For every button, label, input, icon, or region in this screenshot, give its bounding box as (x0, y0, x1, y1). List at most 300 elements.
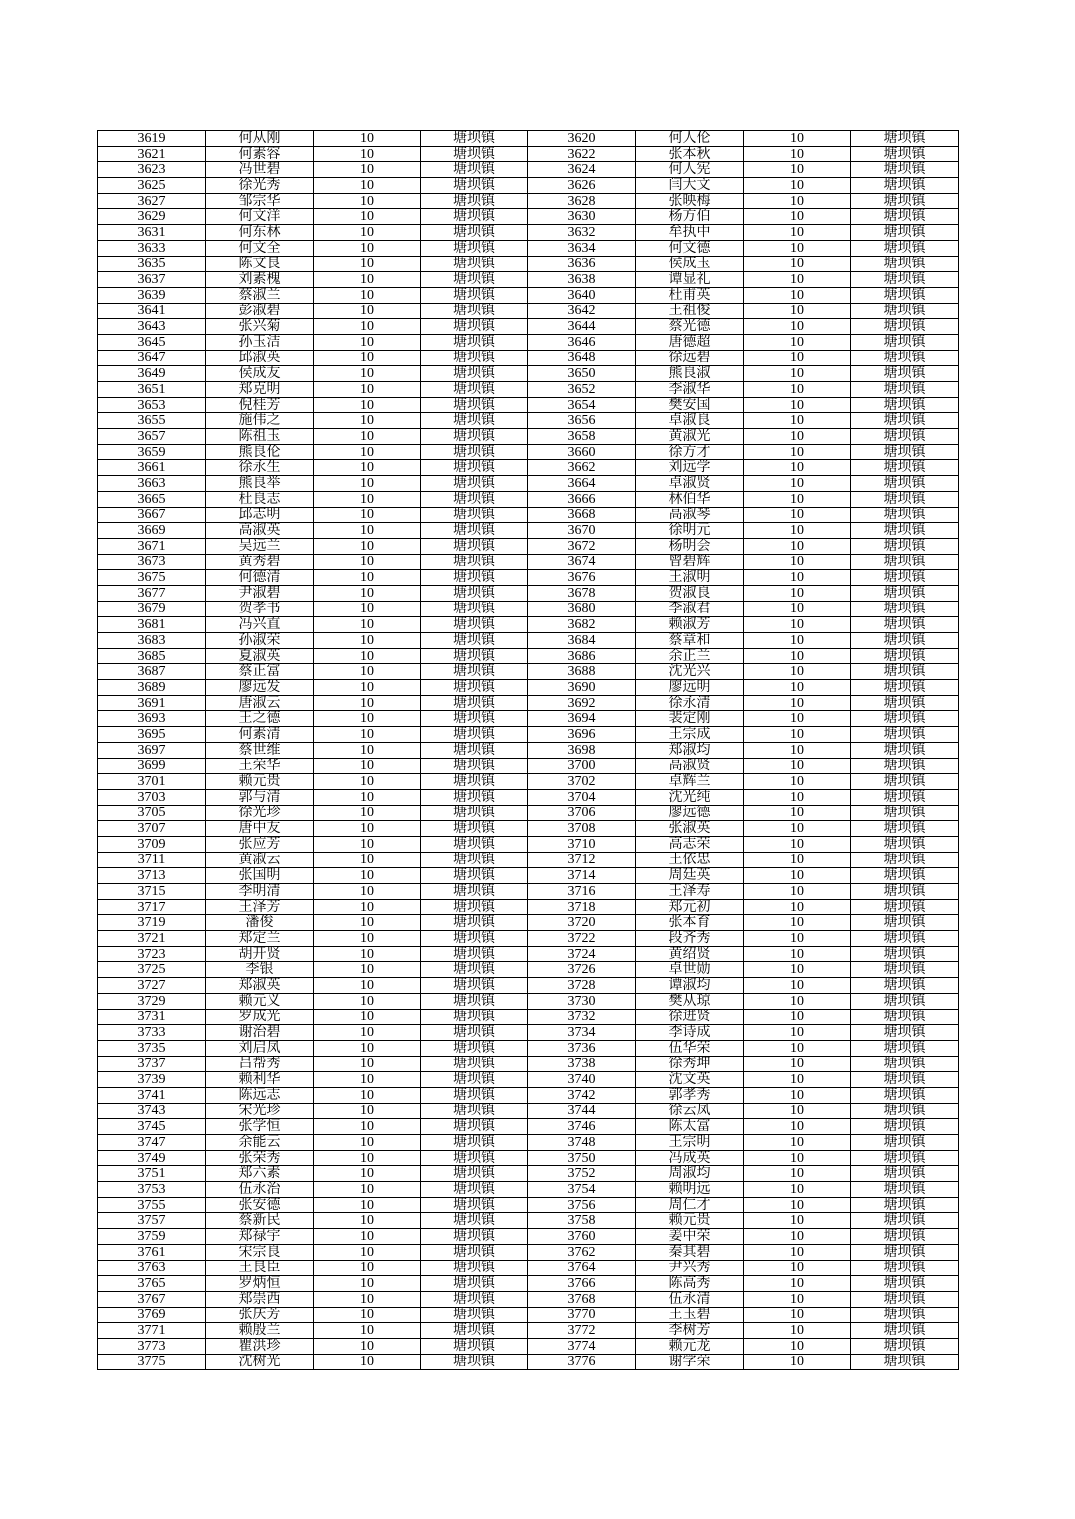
township-cell: 塘坝镇 (851, 1307, 959, 1323)
table-row (98, 1197, 959, 1213)
township-cell: 塘坝镇 (421, 1197, 528, 1213)
township-cell: 塘坝镇 (851, 319, 959, 335)
table-row (98, 319, 959, 335)
record-number-cell: 3650 (528, 366, 636, 382)
person-name-cell: 沈文英 (636, 1072, 744, 1088)
record-number-cell: 3695 (98, 727, 206, 743)
amount-cell: 10 (744, 1354, 851, 1370)
table-row (98, 1338, 959, 1354)
record-number-cell: 3755 (98, 1197, 206, 1213)
record-number-cell: 3643 (98, 319, 206, 335)
table-row (98, 915, 959, 931)
person-name-cell: 余能云 (206, 1135, 314, 1151)
table-row (98, 1087, 959, 1103)
record-number-cell: 3675 (98, 570, 206, 586)
person-name-cell: 何人伦 (636, 131, 744, 147)
amount-cell: 10 (744, 1119, 851, 1135)
record-number-cell: 3681 (98, 617, 206, 633)
person-name-cell: 王依忠 (636, 852, 744, 868)
person-name-cell: 谢学荣 (636, 1354, 744, 1370)
township-cell: 塘坝镇 (851, 131, 959, 147)
person-name-cell: 杨明会 (636, 538, 744, 554)
amount-cell: 10 (314, 727, 421, 743)
amount-cell: 10 (314, 476, 421, 492)
amount-cell: 10 (744, 178, 851, 194)
table-row (98, 444, 959, 460)
amount-cell: 10 (744, 962, 851, 978)
township-cell: 塘坝镇 (421, 303, 528, 319)
person-name-cell: 邱志明 (206, 507, 314, 523)
township-cell: 塘坝镇 (851, 664, 959, 680)
township-cell: 塘坝镇 (851, 1056, 959, 1072)
township-cell: 塘坝镇 (421, 1072, 528, 1088)
township-cell: 塘坝镇 (851, 601, 959, 617)
record-number-cell: 3692 (528, 695, 636, 711)
township-cell: 塘坝镇 (421, 1025, 528, 1041)
record-number-cell: 3652 (528, 382, 636, 398)
person-name-cell: 郭孝秀 (636, 1087, 744, 1103)
record-number-cell: 3711 (98, 852, 206, 868)
record-number-cell: 3717 (98, 899, 206, 915)
person-name-cell: 何文德 (636, 240, 744, 256)
person-name-cell: 徐远碧 (636, 350, 744, 366)
amount-cell: 10 (314, 146, 421, 162)
township-cell: 塘坝镇 (851, 491, 959, 507)
township-cell: 塘坝镇 (421, 554, 528, 570)
person-name-cell: 廖远明 (636, 680, 744, 696)
person-name-cell: 卓淑良 (636, 413, 744, 429)
record-number-cell: 3688 (528, 664, 636, 680)
table-row (98, 664, 959, 680)
township-cell: 塘坝镇 (851, 162, 959, 178)
person-name-cell: 罗成光 (206, 1009, 314, 1025)
township-cell: 塘坝镇 (851, 962, 959, 978)
person-name-cell: 卓世勋 (636, 962, 744, 978)
table-row (98, 382, 959, 398)
record-number-cell: 3655 (98, 413, 206, 429)
record-number-cell: 3664 (528, 476, 636, 492)
township-cell: 塘坝镇 (421, 648, 528, 664)
record-number-cell: 3731 (98, 1009, 206, 1025)
person-name-cell: 卓淑贤 (636, 476, 744, 492)
person-name-cell: 唐德超 (636, 334, 744, 350)
record-number-cell: 3715 (98, 884, 206, 900)
amount-cell: 10 (744, 225, 851, 241)
person-name-cell: 郑崇西 (206, 1291, 314, 1307)
amount-cell: 10 (744, 413, 851, 429)
record-number-cell: 3765 (98, 1276, 206, 1292)
person-name-cell: 施伟之 (206, 413, 314, 429)
table-row (98, 836, 959, 852)
record-number-cell: 3723 (98, 946, 206, 962)
record-number-cell: 3776 (528, 1354, 636, 1370)
record-number-cell: 3626 (528, 178, 636, 194)
record-number-cell: 3749 (98, 1150, 206, 1166)
person-name-cell: 贺淑良 (636, 585, 744, 601)
table-row (98, 680, 959, 696)
record-number-cell: 3712 (528, 852, 636, 868)
amount-cell: 10 (744, 523, 851, 539)
person-name-cell: 王荣华 (206, 758, 314, 774)
township-cell: 塘坝镇 (851, 978, 959, 994)
township-cell: 塘坝镇 (421, 946, 528, 962)
person-name-cell: 赖明远 (636, 1182, 744, 1198)
township-cell: 塘坝镇 (421, 256, 528, 272)
record-number-cell: 3760 (528, 1229, 636, 1245)
person-name-cell: 张安德 (206, 1197, 314, 1213)
amount-cell: 10 (314, 617, 421, 633)
township-cell: 塘坝镇 (851, 1229, 959, 1245)
person-name-cell: 尹淑碧 (206, 585, 314, 601)
township-cell: 塘坝镇 (851, 774, 959, 790)
record-number-cell: 3683 (98, 633, 206, 649)
person-name-cell: 徐永清 (636, 695, 744, 711)
township-cell: 塘坝镇 (851, 460, 959, 476)
table-row (98, 1276, 959, 1292)
person-name-cell: 闫大文 (636, 178, 744, 194)
amount-cell: 10 (744, 1307, 851, 1323)
record-number-cell: 3769 (98, 1307, 206, 1323)
table-row (98, 193, 959, 209)
township-cell: 塘坝镇 (421, 209, 528, 225)
amount-cell: 10 (744, 884, 851, 900)
record-number-cell: 3752 (528, 1166, 636, 1182)
amount-cell: 10 (744, 695, 851, 711)
amount-cell: 10 (744, 1135, 851, 1151)
amount-cell: 10 (314, 1025, 421, 1041)
record-number-cell: 3663 (98, 476, 206, 492)
record-number-cell: 3673 (98, 554, 206, 570)
township-cell: 塘坝镇 (421, 1354, 528, 1370)
township-cell: 塘坝镇 (851, 1338, 959, 1354)
person-name-cell: 谭显礼 (636, 272, 744, 288)
record-number-cell: 3693 (98, 711, 206, 727)
person-name-cell: 杜甫英 (636, 287, 744, 303)
township-cell: 塘坝镇 (851, 899, 959, 915)
table-row (98, 1182, 959, 1198)
person-name-cell: 高淑琴 (636, 507, 744, 523)
township-cell: 塘坝镇 (421, 617, 528, 633)
person-name-cell: 罗炳恒 (206, 1276, 314, 1292)
amount-cell: 10 (744, 1166, 851, 1182)
amount-cell: 10 (314, 899, 421, 915)
person-name-cell: 夏淑英 (206, 648, 314, 664)
amount-cell: 10 (744, 287, 851, 303)
amount-cell: 10 (314, 962, 421, 978)
amount-cell: 10 (744, 648, 851, 664)
table-row (98, 131, 959, 147)
township-cell: 塘坝镇 (421, 444, 528, 460)
amount-cell: 10 (744, 1276, 851, 1292)
table-row (98, 1291, 959, 1307)
township-cell: 塘坝镇 (421, 429, 528, 445)
township-cell: 塘坝镇 (421, 1150, 528, 1166)
township-cell: 塘坝镇 (421, 397, 528, 413)
person-name-cell: 彭淑碧 (206, 303, 314, 319)
record-number-cell: 3641 (98, 303, 206, 319)
record-number-cell: 3654 (528, 397, 636, 413)
amount-cell: 10 (744, 444, 851, 460)
table-row (98, 507, 959, 523)
person-name-cell: 熊良淑 (636, 366, 744, 382)
record-number-cell: 3625 (98, 178, 206, 194)
record-number-cell: 3639 (98, 287, 206, 303)
record-number-cell: 3622 (528, 146, 636, 162)
person-name-cell: 黄淑云 (206, 852, 314, 868)
person-name-cell: 宋宗良 (206, 1244, 314, 1260)
township-cell: 塘坝镇 (851, 742, 959, 758)
record-number-cell: 3666 (528, 491, 636, 507)
township-cell: 塘坝镇 (421, 178, 528, 194)
township-cell: 塘坝镇 (421, 162, 528, 178)
record-number-cell: 3758 (528, 1213, 636, 1229)
record-number-cell: 3718 (528, 899, 636, 915)
amount-cell: 10 (314, 1260, 421, 1276)
person-name-cell: 余正兰 (636, 648, 744, 664)
record-number-cell: 3750 (528, 1150, 636, 1166)
record-number-cell: 3737 (98, 1056, 206, 1072)
person-name-cell: 周淑均 (636, 1166, 744, 1182)
person-name-cell: 徐方才 (636, 444, 744, 460)
person-name-cell: 何素清 (206, 727, 314, 743)
record-number-cell: 3764 (528, 1260, 636, 1276)
person-name-cell: 胡开贤 (206, 946, 314, 962)
amount-cell: 10 (744, 711, 851, 727)
record-number-cell: 3734 (528, 1025, 636, 1041)
township-cell: 塘坝镇 (851, 1072, 959, 1088)
person-name-cell: 李明清 (206, 884, 314, 900)
person-name-cell: 徐进贤 (636, 1009, 744, 1025)
table-row (98, 774, 959, 790)
township-cell: 塘坝镇 (421, 507, 528, 523)
person-name-cell: 廖远发 (206, 680, 314, 696)
person-name-cell: 李诗成 (636, 1025, 744, 1041)
record-number-cell: 3745 (98, 1119, 206, 1135)
record-number-cell: 3637 (98, 272, 206, 288)
township-cell: 塘坝镇 (851, 1323, 959, 1339)
township-cell: 塘坝镇 (421, 413, 528, 429)
township-cell: 塘坝镇 (421, 1291, 528, 1307)
amount-cell: 10 (314, 193, 421, 209)
table-row (98, 1119, 959, 1135)
amount-cell: 10 (314, 1150, 421, 1166)
table-row (98, 962, 959, 978)
township-cell: 塘坝镇 (851, 476, 959, 492)
amount-cell: 10 (744, 899, 851, 915)
amount-cell: 10 (314, 695, 421, 711)
table-row (98, 648, 959, 664)
record-number-cell: 3665 (98, 491, 206, 507)
amount-cell: 10 (314, 1182, 421, 1198)
amount-cell: 10 (314, 648, 421, 664)
record-number-cell: 3668 (528, 507, 636, 523)
person-name-cell: 张本育 (636, 915, 744, 931)
table-row (98, 868, 959, 884)
township-cell: 塘坝镇 (851, 225, 959, 241)
amount-cell: 10 (744, 585, 851, 601)
amount-cell: 10 (744, 131, 851, 147)
person-name-cell: 高淑英 (206, 523, 314, 539)
record-number-cell: 3756 (528, 1197, 636, 1213)
amount-cell: 10 (744, 633, 851, 649)
township-cell: 塘坝镇 (851, 993, 959, 1009)
record-number-cell: 3733 (98, 1025, 206, 1041)
amount-cell: 10 (744, 334, 851, 350)
person-name-cell: 谭淑均 (636, 978, 744, 994)
record-number-cell: 3759 (98, 1229, 206, 1245)
record-number-cell: 3651 (98, 382, 206, 398)
township-cell: 塘坝镇 (851, 523, 959, 539)
record-number-cell: 3766 (528, 1276, 636, 1292)
amount-cell: 10 (744, 146, 851, 162)
person-name-cell: 李银 (206, 962, 314, 978)
township-cell: 塘坝镇 (851, 680, 959, 696)
record-number-cell: 3634 (528, 240, 636, 256)
township-cell: 塘坝镇 (851, 1276, 959, 1292)
person-name-cell: 陈祖玉 (206, 429, 314, 445)
record-number-cell: 3714 (528, 868, 636, 884)
person-name-cell: 蔡新民 (206, 1213, 314, 1229)
record-number-cell: 3700 (528, 758, 636, 774)
record-number-cell: 3653 (98, 397, 206, 413)
person-name-cell: 蔡章和 (636, 633, 744, 649)
person-name-cell: 王宗明 (636, 1135, 744, 1151)
amount-cell: 10 (744, 758, 851, 774)
amount-cell: 10 (314, 1244, 421, 1260)
record-number-cell: 3636 (528, 256, 636, 272)
person-name-cell: 郑六素 (206, 1166, 314, 1182)
township-cell: 塘坝镇 (421, 1119, 528, 1135)
amount-cell: 10 (744, 570, 851, 586)
record-number-cell: 3743 (98, 1103, 206, 1119)
person-name-cell: 吴远兰 (206, 538, 314, 554)
township-cell: 塘坝镇 (421, 884, 528, 900)
township-cell: 塘坝镇 (421, 538, 528, 554)
record-number-cell: 3730 (528, 993, 636, 1009)
amount-cell: 10 (314, 978, 421, 994)
township-cell: 塘坝镇 (851, 789, 959, 805)
record-number-cell: 3642 (528, 303, 636, 319)
township-cell: 塘坝镇 (421, 633, 528, 649)
amount-cell: 10 (744, 538, 851, 554)
table-row (98, 1166, 959, 1182)
township-cell: 塘坝镇 (851, 915, 959, 931)
person-name-cell: 刘远学 (636, 460, 744, 476)
person-name-cell: 孙玉洁 (206, 334, 314, 350)
record-number-cell: 3635 (98, 256, 206, 272)
amount-cell: 10 (744, 319, 851, 335)
record-number-cell: 3624 (528, 162, 636, 178)
record-number-cell: 3739 (98, 1072, 206, 1088)
amount-cell: 10 (744, 1150, 851, 1166)
amount-cell: 10 (314, 1323, 421, 1339)
amount-cell: 10 (744, 742, 851, 758)
amount-cell: 10 (314, 350, 421, 366)
record-number-cell: 3751 (98, 1166, 206, 1182)
amount-cell: 10 (744, 868, 851, 884)
record-number-cell: 3726 (528, 962, 636, 978)
record-number-cell: 3771 (98, 1323, 206, 1339)
table-row (98, 993, 959, 1009)
township-cell: 塘坝镇 (421, 758, 528, 774)
township-cell: 塘坝镇 (851, 1182, 959, 1198)
amount-cell: 10 (314, 805, 421, 821)
person-name-cell: 廖远德 (636, 805, 744, 821)
person-name-cell: 郑元初 (636, 899, 744, 915)
table-row (98, 334, 959, 350)
person-name-cell: 徐明元 (636, 523, 744, 539)
amount-cell: 10 (314, 1103, 421, 1119)
township-cell: 塘坝镇 (421, 821, 528, 837)
amount-cell: 10 (744, 350, 851, 366)
table-row (98, 1009, 959, 1025)
amount-cell: 10 (744, 507, 851, 523)
record-number-cell: 3669 (98, 523, 206, 539)
table-row (98, 460, 959, 476)
table-row (98, 272, 959, 288)
amount-cell: 10 (744, 554, 851, 570)
person-name-cell: 黄绍贤 (636, 946, 744, 962)
amount-cell: 10 (744, 993, 851, 1009)
person-name-cell: 郑淑英 (206, 978, 314, 994)
township-cell: 塘坝镇 (421, 931, 528, 947)
record-number-cell: 3660 (528, 444, 636, 460)
record-number-cell: 3738 (528, 1056, 636, 1072)
township-cell: 塘坝镇 (851, 287, 959, 303)
table-row (98, 1056, 959, 1072)
amount-cell: 10 (314, 1229, 421, 1245)
amount-cell: 10 (744, 1213, 851, 1229)
amount-cell: 10 (314, 397, 421, 413)
township-cell: 塘坝镇 (851, 617, 959, 633)
table-row (98, 1260, 959, 1276)
township-cell: 塘坝镇 (851, 554, 959, 570)
record-number-cell: 3770 (528, 1307, 636, 1323)
person-name-cell: 郑定兰 (206, 931, 314, 947)
record-number-cell: 3628 (528, 193, 636, 209)
record-number-cell: 3763 (98, 1260, 206, 1276)
amount-cell: 10 (314, 523, 421, 539)
amount-cell: 10 (744, 601, 851, 617)
table-row (98, 585, 959, 601)
township-cell: 塘坝镇 (421, 1213, 528, 1229)
person-name-cell: 王淑明 (636, 570, 744, 586)
amount-cell: 10 (314, 334, 421, 350)
record-number-cell: 3773 (98, 1338, 206, 1354)
amount-cell: 10 (314, 1009, 421, 1025)
township-cell: 塘坝镇 (421, 1009, 528, 1025)
amount-cell: 10 (744, 491, 851, 507)
township-cell: 塘坝镇 (851, 507, 959, 523)
record-number-cell: 3742 (528, 1087, 636, 1103)
table-row (98, 727, 959, 743)
record-number-cell: 3703 (98, 789, 206, 805)
township-cell: 塘坝镇 (421, 1260, 528, 1276)
person-name-cell: 陈文良 (206, 256, 314, 272)
record-number-cell: 3748 (528, 1135, 636, 1151)
amount-cell: 10 (314, 1213, 421, 1229)
township-cell: 塘坝镇 (851, 350, 959, 366)
amount-cell: 10 (744, 931, 851, 947)
person-name-cell: 何东林 (206, 225, 314, 241)
amount-cell: 10 (314, 789, 421, 805)
amount-cell: 10 (744, 460, 851, 476)
amount-cell: 10 (744, 476, 851, 492)
amount-cell: 10 (314, 319, 421, 335)
table-row (98, 429, 959, 445)
record-number-cell: 3632 (528, 225, 636, 241)
table-row (98, 805, 959, 821)
